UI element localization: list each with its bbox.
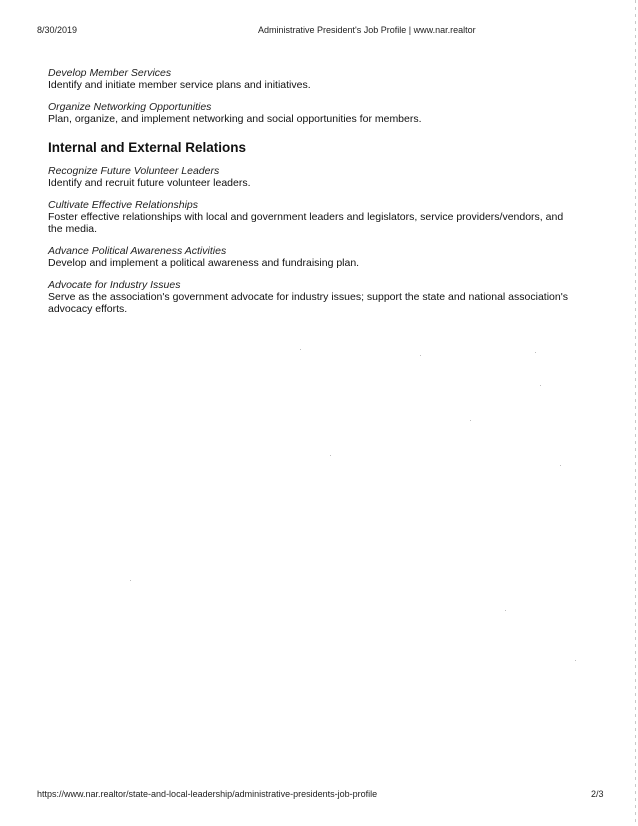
scan-speck	[535, 352, 536, 353]
scan-speck	[505, 610, 506, 611]
duty-title: Advocate for Industry Issues	[48, 279, 181, 291]
scan-speck	[300, 349, 301, 350]
print-date: 8/30/2019	[37, 25, 78, 35]
scan-speck	[470, 420, 471, 421]
duty-title: Recognize Future Volunteer Leaders	[48, 165, 220, 177]
section-heading: Internal and External Relations	[48, 140, 247, 155]
scan-speck	[130, 580, 131, 581]
duty-item	[48, 279, 568, 315]
duty-title: Cultivate Effective Relationships	[48, 199, 198, 211]
duty-item	[48, 245, 568, 269]
scan-speck	[330, 455, 331, 456]
scan-speck	[560, 465, 561, 466]
scan-speck	[575, 660, 576, 661]
duty-description: Develop and implement a political awareness and fundraising plan.	[48, 257, 360, 269]
duty-description: Identify and initiate member service plans and initiatives.	[48, 79, 311, 91]
document-body	[48, 67, 568, 315]
duty-item	[48, 199, 568, 235]
duty-item	[48, 101, 568, 125]
duty-description: Identify and recruit future volunteer leaders.	[48, 177, 251, 189]
scan-edge-artifact	[635, 0, 636, 826]
scan-speck	[540, 385, 541, 386]
duty-description: Serve as the association's government advocate for industry issues; support the state and national association's advocacy efforts.	[48, 291, 568, 315]
duty-description: Plan, organize, and implement networking and social opportunities for members.	[48, 113, 422, 125]
page-url: https://www.nar.realtor/state-and-local-leadership/administrative-presidents-job-profile	[37, 789, 378, 799]
duty-title: Organize Networking Opportunities	[48, 101, 212, 113]
duty-description: Foster effective relationships with local and government leaders and legislators, service providers/vendors, and the media.	[48, 211, 564, 235]
scan-speck	[420, 355, 421, 356]
page-header-title: Administrative President's Job Profile | www.nar.realtor	[258, 25, 476, 35]
page-number: 2/3	[591, 789, 604, 799]
duty-title: Advance Political Awareness Activities	[48, 245, 227, 257]
duty-item	[48, 165, 568, 189]
duty-title: Develop Member Services	[48, 67, 172, 79]
duty-item	[48, 67, 568, 91]
